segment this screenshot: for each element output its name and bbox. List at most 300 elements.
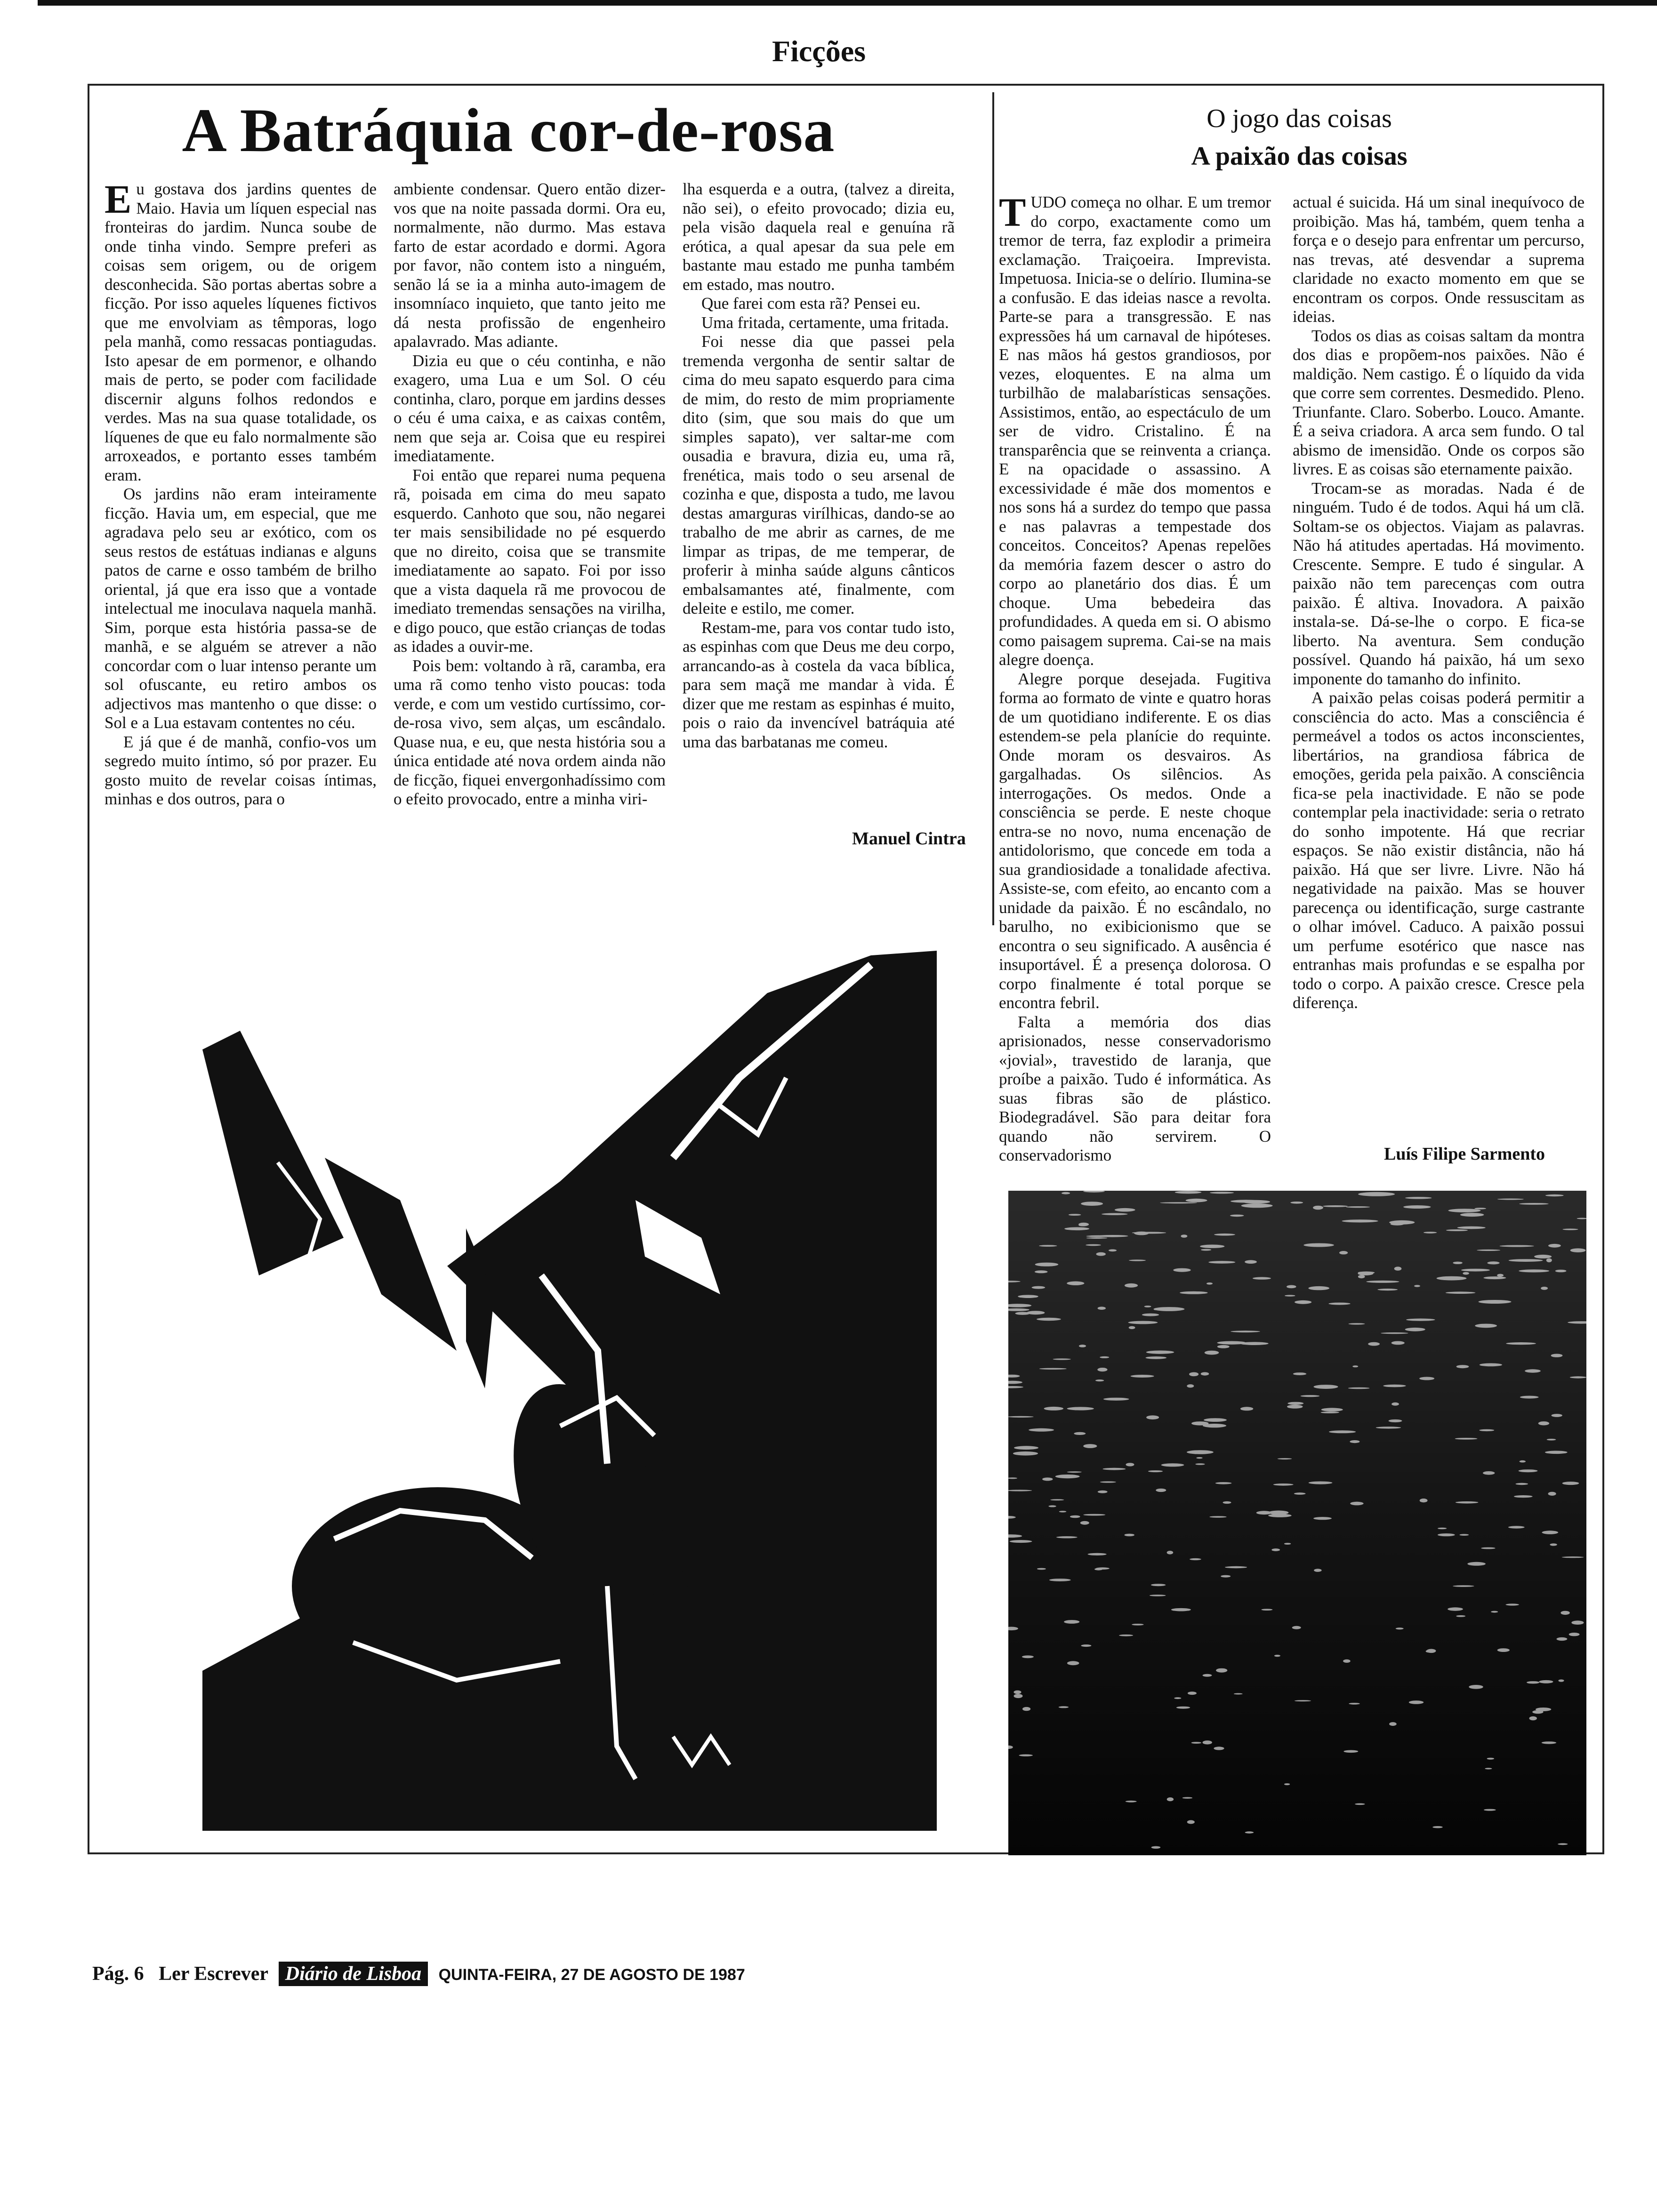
water-highlight xyxy=(1181,1234,1188,1238)
water-highlight xyxy=(1321,1411,1340,1413)
water-highlight xyxy=(1394,1266,1402,1270)
water-highlight xyxy=(1214,1234,1235,1236)
water-highlight xyxy=(1358,1275,1365,1278)
water-highlight xyxy=(1508,1526,1525,1528)
water-highlight xyxy=(1545,1194,1564,1196)
water-highlight xyxy=(1018,1295,1038,1298)
water-highlight xyxy=(1463,1272,1469,1275)
water-highlight xyxy=(1278,1458,1292,1459)
water-highlight xyxy=(1294,1492,1306,1495)
water-highlight xyxy=(1376,1427,1401,1428)
water-highlight xyxy=(1083,1514,1105,1516)
water-highlight xyxy=(1195,1463,1205,1465)
water-highlight xyxy=(1160,1202,1197,1203)
water-highlight xyxy=(1438,1533,1455,1536)
water-highlight xyxy=(1437,1276,1467,1281)
water-highlight xyxy=(1309,1482,1333,1484)
water-highlight xyxy=(1221,1575,1231,1578)
water-highlight xyxy=(1414,1285,1420,1287)
water-highlight xyxy=(1064,1620,1079,1624)
water-highlight xyxy=(1557,1637,1568,1641)
water-highlight xyxy=(1328,1303,1350,1305)
water-highlight xyxy=(1100,1481,1116,1483)
water-highlight xyxy=(1551,1354,1563,1357)
water-highlight xyxy=(1509,1259,1543,1262)
story2-kicker: O jogo das coisas xyxy=(1207,104,1392,133)
water-highlight xyxy=(1173,1268,1190,1272)
water-highlight xyxy=(1261,1609,1272,1611)
water-highlight xyxy=(1392,1341,1405,1345)
water-highlight xyxy=(1389,1722,1397,1726)
water-highlight xyxy=(1148,1470,1163,1472)
water-highlight xyxy=(1314,1569,1321,1572)
water-highlight xyxy=(1391,1223,1404,1226)
water-highlight xyxy=(1519,1269,1549,1272)
water-highlight xyxy=(1180,1291,1208,1294)
water-highlight xyxy=(1187,1820,1195,1824)
water-highlight xyxy=(1534,1255,1552,1258)
water-highlight xyxy=(1284,1543,1291,1545)
water-highlight xyxy=(1097,1235,1128,1237)
water-highlight xyxy=(1350,1440,1359,1443)
top-rule xyxy=(38,0,1657,6)
water-highlight xyxy=(1014,1694,1023,1698)
water-highlight xyxy=(1253,1277,1271,1279)
water-highlight xyxy=(1497,1648,1510,1652)
story1-column-3 xyxy=(683,180,955,752)
water-highlight xyxy=(1303,1243,1334,1247)
water-highlight xyxy=(1532,1710,1543,1714)
water-highlight xyxy=(1377,1289,1398,1290)
water-highlight xyxy=(1214,1747,1224,1750)
water-highlight xyxy=(1151,1584,1166,1586)
water-highlight xyxy=(1205,1351,1219,1355)
water-highlight xyxy=(1174,1697,1181,1699)
water-highlight xyxy=(1329,1430,1356,1433)
frog-woodcut-illustration xyxy=(202,937,937,1831)
water-highlight xyxy=(1271,1548,1280,1551)
water-highlight xyxy=(1187,1450,1214,1454)
water-highlight xyxy=(1569,1633,1580,1636)
story1-c3-p2: Que farei com esta rã? Pensei eu. xyxy=(701,294,921,313)
story2-c2-p2: Todos os dias as coisas saltam da montra dos dias e propõem-nos paixões. Não é maldição. Nem castigo. É o líquido da vida que corre sem correntes. Desmedido. Pleno. Triunfante. Claro. Soberbo. Louco. Amante. É a seiva criadora. A arca sem fundo. O tal abismo de imensidão. Onde os corpos são livres. E as coisas são eternamente paixão. xyxy=(1293,326,1585,478)
water-highlight xyxy=(1048,1505,1056,1507)
column-divider xyxy=(992,92,994,925)
water-highlight xyxy=(1483,1471,1495,1475)
water-highlight xyxy=(1014,1446,1038,1450)
water-highlight xyxy=(1438,1528,1447,1529)
water-highlight xyxy=(1102,1213,1127,1215)
water-highlight xyxy=(1285,1295,1295,1296)
water-highlight xyxy=(1187,1384,1194,1387)
water-highlight xyxy=(1456,1501,1479,1504)
water-highlight xyxy=(1098,1491,1108,1493)
water-highlight xyxy=(1234,1693,1243,1695)
water-highlight xyxy=(1231,1330,1260,1332)
water-highlight xyxy=(1487,1261,1499,1264)
water-highlight xyxy=(1203,1424,1226,1427)
water-highlight xyxy=(1396,1627,1404,1629)
water-highlight xyxy=(1201,1249,1211,1251)
water-highlight xyxy=(1295,1700,1311,1701)
water-highlight xyxy=(1555,1270,1567,1273)
water-highlight xyxy=(1050,1499,1064,1500)
water-highlight xyxy=(1128,1321,1158,1324)
water-highlight xyxy=(1562,1482,1579,1485)
water-highlight xyxy=(1550,1543,1557,1546)
water-highlight xyxy=(1225,1566,1247,1568)
water-highlight xyxy=(1323,1205,1348,1207)
water-highlight xyxy=(1013,1451,1038,1456)
story2-author: Luís Filipe Sarmento xyxy=(1384,1144,1545,1164)
water-highlight xyxy=(1217,1345,1230,1348)
water-highlight xyxy=(1343,1750,1358,1753)
water-highlight xyxy=(1292,1626,1301,1629)
water-highlight xyxy=(1558,1843,1568,1845)
water-highlight xyxy=(1480,1363,1502,1367)
water-highlight xyxy=(1467,1562,1486,1566)
water-highlight xyxy=(1405,1197,1432,1199)
water-highlight xyxy=(1456,1615,1465,1617)
water-highlight xyxy=(1035,1270,1048,1273)
water-highlight xyxy=(1208,1261,1235,1264)
newspaper-masthead: Diário de Lisboa xyxy=(279,1962,428,1986)
story1-title: A Batráquia cor-de-rosa xyxy=(182,96,835,165)
water-highlight xyxy=(1078,1223,1089,1226)
page-footer xyxy=(92,1962,745,1986)
water-highlight xyxy=(1067,1407,1094,1410)
water-highlight xyxy=(1067,1282,1084,1285)
water-highlight xyxy=(1477,1250,1500,1251)
water-highlight xyxy=(1527,1681,1539,1683)
water-highlight xyxy=(1044,1407,1064,1411)
water-highlight xyxy=(1191,1742,1201,1744)
water-highlight xyxy=(1487,1758,1494,1760)
water-highlight xyxy=(1406,1319,1435,1321)
water-highlight xyxy=(1352,1365,1358,1367)
issue-date: QUINTA-FEIRA, 27 DE AGOSTO DE 1987 xyxy=(438,1966,745,1984)
water-highlight xyxy=(1069,1214,1081,1216)
water-highlight xyxy=(1196,1457,1202,1459)
water-highlight xyxy=(1456,1365,1469,1368)
water-highlight xyxy=(1519,1203,1548,1205)
water-highlight xyxy=(1153,1307,1184,1311)
water-highlight xyxy=(1245,1260,1257,1264)
water-highlight xyxy=(1175,1191,1202,1194)
water-highlight xyxy=(1067,1661,1079,1665)
story1-c1-p1: Eu gostava dos jardins quentes de Maio. Havia um líquen especial nas fronteiras do jardim. Nunca soube de onde tinha vindo. Sempre preferi as coisas sem origem, ou de origem desconhecida. São portas abertas sobre a ficção. Por isso aqueles líquenes fictivos que me envolviam as têmporas, logo pela manhã, como ressacas pontiagudas. Isto apesar de em pormenor, e olhando mais de perto, se poder com facilidade discernir alguns folhos redondos e verdes. Mas na sua quase totalidade, os líquenes de que eu falo normalmente são arroxeados, e portanto esses também eram. xyxy=(105,176,377,484)
water-highlight xyxy=(1355,1803,1365,1805)
water-highlight xyxy=(1287,1405,1303,1409)
water-highlight xyxy=(1100,1356,1109,1358)
water-highlight xyxy=(1109,1249,1117,1251)
water-highlight xyxy=(1546,1258,1552,1263)
water-highlight xyxy=(1145,1356,1166,1359)
water-highlight xyxy=(1448,1607,1463,1611)
water-highlight xyxy=(1469,1685,1483,1689)
water-highlight xyxy=(1273,1483,1294,1486)
water-highlight xyxy=(1223,1501,1231,1504)
water-highlight xyxy=(1064,1227,1089,1231)
section-title: Ficções xyxy=(772,34,866,68)
water-highlight xyxy=(1103,1468,1126,1470)
water-highlight xyxy=(1240,1342,1268,1345)
water-highlight xyxy=(1368,1342,1380,1346)
water-highlight xyxy=(1186,1199,1207,1202)
water-highlight xyxy=(1156,1489,1166,1492)
water-highlight xyxy=(1059,1511,1067,1512)
water-highlight xyxy=(1455,1438,1478,1440)
water-highlight xyxy=(1129,1326,1135,1329)
water-highlight xyxy=(1497,1199,1524,1200)
water-highlight xyxy=(1381,1332,1408,1334)
water-highlight xyxy=(1462,1269,1482,1271)
water-highlight xyxy=(1552,1414,1562,1417)
water-highlight xyxy=(1059,1706,1069,1708)
water-highlight xyxy=(1321,1408,1343,1411)
water-highlight xyxy=(1144,1306,1151,1307)
water-highlight xyxy=(1096,1252,1106,1256)
water-highlight xyxy=(1095,1379,1104,1381)
water-highlight xyxy=(1339,1251,1348,1254)
water-highlight xyxy=(1204,1418,1227,1422)
water-highlight xyxy=(1039,1245,1057,1247)
water-highlight xyxy=(1230,1215,1244,1217)
water-highlight xyxy=(1529,1716,1537,1721)
water-highlight xyxy=(1519,1469,1538,1472)
water-highlight xyxy=(1119,1635,1133,1636)
water-highlight xyxy=(1313,1517,1332,1520)
water-highlight xyxy=(1188,1691,1197,1695)
water-highlight xyxy=(1287,1285,1296,1289)
water-highlight xyxy=(1245,1831,1254,1833)
water-highlight xyxy=(1479,1429,1494,1431)
water-highlight xyxy=(1151,1846,1161,1849)
water-highlight xyxy=(1070,1515,1080,1518)
water-highlight xyxy=(1448,1209,1481,1212)
water-highlight xyxy=(1483,1276,1506,1279)
water-highlight xyxy=(1475,1324,1497,1328)
water-highlight xyxy=(1314,1385,1338,1389)
water-highlight xyxy=(1215,1482,1232,1484)
water-highlight xyxy=(1022,1707,1030,1711)
water-highlight xyxy=(1129,1259,1146,1261)
water-highlight xyxy=(1460,1213,1484,1217)
supplement-name: Ler Escrever xyxy=(159,1963,268,1985)
story2-c1-p3: Falta a memória dos dias aprisionados, nesse conservadorismo «jovial», travestido de laranja, que proíbe a paixão. Tudo é informática. As suas fibras são de plástico. Biodegradável. São para deitar fora quando não servirem. O conservadorismo xyxy=(999,1012,1271,1164)
water-highlight xyxy=(1548,1244,1561,1248)
water-highlight xyxy=(1349,1703,1360,1705)
water-highlight xyxy=(1505,1603,1519,1605)
story2-title: A paixão das coisas xyxy=(1191,142,1408,171)
water-highlight xyxy=(1308,1286,1329,1290)
water-highlight xyxy=(1241,1203,1273,1208)
water-highlight xyxy=(1295,1300,1311,1304)
water-highlight xyxy=(1126,1801,1137,1803)
water-highlight xyxy=(1484,1809,1496,1811)
story1-c2-p1: ambiente condensar. Quero então dizer-vos que na noite passada dormi. Ora eu, normalmente, não durmo. Mas estava farto de estar acordado e dormi. Agora por favor, não contem isto a ninguém, senão lá se ia a minha auto-imagem de insomníaco inquieto, que tanto jeito me dá nesta profissão de engenheiro apalavrado. Mas adiante. xyxy=(394,180,666,351)
story1-c3-p1: lha esquerda e a outra, (talvez a direita, não sei), o efeito provocado; dizia eu, pela visão daquela real e genuína rã erótica, a qual apesar da sua pele em bastante mau estado me punha também em estado, mas noutro. xyxy=(683,180,955,294)
water-highlight xyxy=(1541,1287,1548,1290)
page-number: Pág. 6 xyxy=(92,1963,144,1985)
story1-c2-p4: Pois bem: voltando à rã, caramba, era uma rã como tenho visto poucas: toda verde, e com um vestido curtíssimo, cor-de-rosa vivo, sem alças, um escândalo. Quase nua, e eu, que nesta história sou a única entidade até nova ordem ainda não de ficção, fiquei envergonhadíssimo com o efeito provocado, entre a minha viri- xyxy=(394,656,666,808)
water-highlight xyxy=(1520,1396,1539,1399)
water-highlight xyxy=(1284,1783,1290,1785)
story1-c1-p3: E já que é de manhã, confio-vos um segredo muito íntimo, só por prazer. Eu gosto muito de revelar coisas íntimas, minhas e dos outros, para o xyxy=(105,732,377,808)
story2-c2-p4: A paixão pelas coisas poderá permitir a consciência do acto. Mas a consciência é permeável a todos os actos inconscientes, libertários, na grandiosa fábrica de emoções, gerida pela paixão. A consciência fica-se pela inactividade. E não se pode contemplar pela inactividade: seria o retrato do sonho impotente. Há que recriar espaços. Se não existir distância, não há paixão. Há que ser livre. Livre. Não há negatividade na paixão. Mas se houver parecença ou identificação, surge castrante o olhar imóvel. Caduco. A paixão possui um perfume esotérico que nasce nas entranhas mais profundas e se espalha por todo o corpo. A paixão cresce. Cresce pela diferença. xyxy=(1293,689,1585,1012)
water-highlight xyxy=(1142,1314,1159,1316)
story1-column-1 xyxy=(105,176,377,809)
water-highlight xyxy=(1182,1797,1192,1798)
water-highlight xyxy=(1039,1368,1067,1370)
water-highlight xyxy=(1350,1502,1363,1506)
water-highlight xyxy=(1008,1416,1034,1418)
water-highlight xyxy=(1405,1328,1425,1331)
water-highlight xyxy=(1067,1471,1082,1473)
story2-c1-p1: TUDO começa no olhar. E um tremor do corpo, exactamente como um tremor de terra, faz explodir a primeira exclamação. Traiçoeira. Imprevista. Impetuosa. Inicia-se o delírio. Ilumina-se a confusão. E das ideias nasce a revolta. Parte-se para a transgressão. E nas expressões há um carnaval de hipóteses. E nas mãos há gestos grandiosos, por vezes, eloquentes. E na alma um turbilhão de malabarísticas sensações. Assistimos, então, ao espectáculo de um ser de vidro. Cristalino. É na transparência que se reinventa a criança. E na opacidade o assassino. A excessividade é mãe dos momentos e nos sons há a surdez do tempo que passa e nas palavras a tempestade dos conceitos. Conceitos? Apenas repelões da memória fazem descer o astro do corpo ao planetário dos dias. É um choque. Uma bebedeira das profundidades. A queda em si. O abismo como paisagem suprema. Cai-se na mais alegre doença. xyxy=(999,190,1271,669)
water-highlight xyxy=(1358,1192,1395,1196)
water-highlight xyxy=(1171,1608,1191,1611)
water-highlight xyxy=(1562,1556,1584,1558)
water-highlight xyxy=(1366,1281,1399,1283)
water-highlight xyxy=(1056,1536,1078,1538)
water-highlight xyxy=(1506,1342,1536,1345)
water-highlight xyxy=(1479,1300,1512,1304)
water-highlight xyxy=(1207,1282,1213,1285)
water-highlight xyxy=(1460,1534,1469,1536)
water-highlight xyxy=(1525,1369,1541,1372)
water-highlight xyxy=(1432,1826,1442,1828)
water-highlight xyxy=(1216,1668,1227,1673)
water-highlight xyxy=(1419,1377,1434,1380)
story2-c2-p1: actual é suicida. Há um sinal inequívoco de proibição. Mas há, também, quem tenha a força e o desejo para enfrentar um percurso, nas trevas, até desvendar a suprema claridade no exacto momento em que se encontram os corpos. Onde ressuscitam as ideias. xyxy=(1293,193,1585,326)
story1-c2-p3: Foi então que reparei numa pequena rã, poisada em cima do meu sapato esquerdo. Canhoto que sou, não negarei ter mais sensibilidade no pé esquerdo que no direito, coisa que se transmite imediatamente ao sapato. Foi por isso que a vista daquela rã me provocou de imediato tremendas sensações na virilha, e digo pouco, que estão crianças de todas as idades a ouvir-me. xyxy=(394,465,666,656)
water-highlight xyxy=(1097,1368,1107,1371)
water-highlight xyxy=(1027,1311,1045,1314)
water-highlight xyxy=(1231,1200,1262,1202)
water-highlight xyxy=(1389,1419,1402,1422)
water-highlight xyxy=(1042,1477,1053,1481)
water-highlight xyxy=(1570,1376,1586,1378)
water-highlight xyxy=(1542,1741,1556,1744)
water-highlight xyxy=(1032,1286,1046,1289)
water-highlight xyxy=(1176,1707,1190,1709)
story1-c2-p2: Dizia eu que o céu continha, e não exagero, uma Lua e um Sol. O céu continha, claro, porque em jardins desses o céu é uma caixa, e as caixas contêm, nem que seja ar. Coisa que eu respirei imediatamente. xyxy=(394,351,666,465)
story2-c2-p3: Trocam-se as moradas. Nada é de ninguém. Tudo é de todos. Aqui há um clã. Soltam-se os objectos. Viajam as palavras. Não há atitudes apertadas. Há movimento. Crescente. Sempre. E tudo é singular. A paixão não tem parecenças com outra paixão. É altiva. Inovadora. A paixão instala-se. Dá-se-lhe o corpo. E fica-se liberto. Na aventura. Sem condução possível. Quando há paixão, há um sexo imponente do tamanho do infinito. xyxy=(1293,479,1585,688)
water-highlight xyxy=(1146,1415,1159,1419)
water-highlight xyxy=(1209,1516,1226,1518)
water-highlight xyxy=(1074,1432,1086,1435)
water-highlight xyxy=(1500,1245,1534,1247)
water-highlight xyxy=(1203,1740,1212,1744)
water-highlight xyxy=(1293,1372,1306,1375)
water-highlight xyxy=(1010,1540,1032,1543)
story1-author: Manuel Cintra xyxy=(852,829,966,849)
water-highlight xyxy=(1313,1206,1323,1210)
water-highlight xyxy=(1290,1202,1303,1204)
story1-c3-p4: Foi nesse dia que passei pela tremenda vergonha de sentir saltar de cima do meu sapato esquerdo para cima de mim, do resto de mim propriamente dito (sim, que sou mais do que um simples sapato), ver saltar-me com ousadia e bravura, dizia eu, uma rã, frenética, mais todo o seu arsenal de cozinha e que, disposta a tudo, me lavou destas amarguras virílhicas, dando-se ao trabalho de me abrir as carnes, de me limpar as tripas, de me temperar, de proferir à minha saúde alguns cânticos embalsamantes até, finalmente, com deleite e estilo, me comer. xyxy=(683,332,955,617)
story1-drop-cap: E xyxy=(105,176,132,222)
water-highlight xyxy=(1343,1659,1351,1663)
water-highlight xyxy=(1022,1655,1034,1658)
water-highlight xyxy=(1274,1655,1280,1657)
water-highlight xyxy=(1538,1421,1549,1425)
water-highlight xyxy=(1037,1318,1061,1321)
water-highlight xyxy=(1516,1483,1528,1485)
water-highlight xyxy=(1457,1226,1486,1229)
water-highlight xyxy=(1497,1274,1504,1277)
water-highlight xyxy=(1453,1262,1462,1264)
water-highlight xyxy=(1520,1460,1526,1463)
water-highlight xyxy=(1446,1229,1468,1231)
water-highlight xyxy=(1161,1463,1184,1467)
water-highlight xyxy=(1132,1232,1166,1234)
water-photograph xyxy=(1008,1191,1586,1855)
water-highlight xyxy=(1453,1585,1474,1587)
water-highlight xyxy=(1131,1375,1154,1378)
water-highlight xyxy=(1167,1797,1174,1801)
water-highlight xyxy=(1427,1649,1436,1653)
water-highlight xyxy=(1125,1534,1134,1537)
water-highlight xyxy=(1132,1624,1144,1626)
water-highlight xyxy=(1358,1272,1373,1275)
water-highlight xyxy=(1485,1768,1492,1769)
water-highlight xyxy=(1037,1568,1046,1570)
water-highlight xyxy=(1200,1245,1224,1248)
water-highlight xyxy=(1014,1691,1021,1694)
water-highlight xyxy=(1562,1229,1578,1230)
water-highlight xyxy=(1115,1208,1135,1212)
water-highlight xyxy=(1545,1451,1568,1454)
water-highlight xyxy=(1146,1351,1174,1354)
water-highlight xyxy=(1201,1372,1209,1376)
story2-column-1 xyxy=(999,190,1271,1165)
story2-c1-p2: Alegre porque desejada. Fugitiva forma ao formato de vinte e quatro horas de um quotidiano indiferente. E os dias estendem-se pela planície do requinte. Onde moram os desvairos. As gargalhadas. Os silêncios. As interrogações. Os medos. Onde a consciência se perde. E neste choque entra-se no novo, numa encenação de antidolorismo, que concede em toda a sua grandiosidade a tonalidade afectiva. Assiste-se, com efeito, ao encanto com a unidade da paixão. É no escândalo, no barulho, no exibicionismo que se encontra o seu significado. A ausência é insuportável. É a presença dolorosa. O corpo finalmente é total porque se encontra febril. xyxy=(999,669,1271,1012)
water-highlight xyxy=(1491,1611,1498,1613)
water-highlight xyxy=(1049,1579,1071,1581)
water-highlight xyxy=(1403,1205,1431,1209)
water-highlight xyxy=(1167,1551,1174,1555)
water-highlight xyxy=(1558,1679,1564,1682)
water-highlight xyxy=(1570,1248,1586,1252)
water-highlight xyxy=(1088,1553,1107,1555)
water-highlight xyxy=(1383,1385,1406,1387)
water-highlight xyxy=(1240,1407,1253,1411)
water-highlight xyxy=(1086,1244,1101,1246)
story1-c1-p2: Os jardins não eram inteiramente ficção. Havia um, em especial, que me agradava pelo seu ar exótico, com os seus restos de estátuas indianas e alguns patos de carne e osso também de brilho oriental, já que era isso que a vontade intelectual me inoculava naquela manhã. Sim, porque esta história passa-se de manhã, e se alguém se atrever a não concordar com o luar intenso perante um sol ofuscante, eu retiro ambos os adjectivos mas mantenho o que disse: o Sol e a Lua estavam contentes no céu. xyxy=(105,485,377,732)
water-highlight xyxy=(1203,1674,1212,1677)
water-highlight xyxy=(1256,1511,1272,1515)
water-highlight xyxy=(1348,1387,1370,1389)
water-highlight xyxy=(1539,1680,1553,1683)
water-highlight xyxy=(1189,1372,1199,1377)
story2-column-2 xyxy=(1293,193,1585,1013)
water-highlight xyxy=(1094,1568,1102,1571)
water-highlight xyxy=(1424,1232,1437,1234)
water-highlight xyxy=(1086,1237,1108,1239)
water-highlight xyxy=(1098,1306,1106,1310)
water-highlight xyxy=(1348,1323,1365,1324)
story1-column-2 xyxy=(394,180,666,809)
water-highlight xyxy=(1150,1595,1166,1596)
water-highlight xyxy=(1301,1395,1320,1397)
water-highlight xyxy=(1210,1192,1234,1194)
water-highlight xyxy=(1079,1345,1086,1347)
water-highlight xyxy=(1547,1439,1556,1441)
water-highlight xyxy=(1080,1521,1089,1525)
water-highlight xyxy=(1053,1358,1071,1360)
water-highlight xyxy=(1055,1475,1080,1478)
